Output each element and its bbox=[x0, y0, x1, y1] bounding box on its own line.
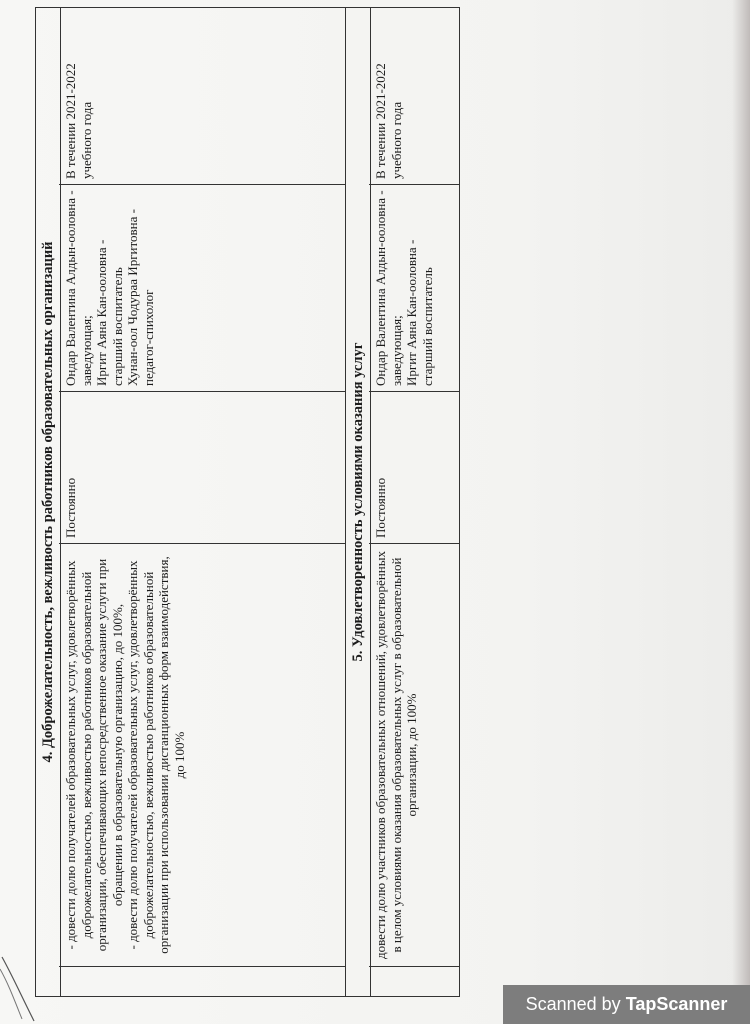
number-cell bbox=[59, 967, 345, 997]
measure-cell: довести долю участников образовательных отношений, удовлетворённых в целом условиями оказания образовательных услуг в образовательной организации, до 100% bbox=[369, 544, 460, 967]
scanner-watermark bbox=[503, 985, 750, 1024]
term-cell: Постоянно bbox=[59, 392, 345, 544]
section-5-row bbox=[369, 7, 460, 997]
responsible-cell: Ондар Валентина Алдын-ооловна - заведующая; Иргит Аяна Кан-ооловна - старший воспитатель Хунан-оол Чодураа Иргитовна - педагог-спихолог bbox=[59, 185, 345, 392]
section-5-title: 5. Удовлетворенность условиями оказания услуг bbox=[345, 7, 371, 997]
number-cell bbox=[369, 967, 460, 997]
measures-table bbox=[35, 7, 460, 997]
watermark-brand: TapScanner bbox=[625, 994, 728, 1014]
term-cell: Постоянно bbox=[369, 392, 460, 544]
deadline-cell: В течении 2021-2022 учебного года bbox=[369, 7, 460, 185]
deadline-cell: В течении 2021-2022 учебного года bbox=[59, 7, 345, 185]
measure-cell: - довести долю получателей образовательных услуг, удовлетворённых доброжелательностью, вежливостью работников образовательной организации, обеспечивающих непосредственное оказание услуги при обращении в образовательную организацию, до 100%, - довести долю получателей образовательных услуг, удовлетворённых доброжелательностью, вежливостью работников образовательной организации при использовании дистанционных форм взаимодействия, до 100% bbox=[59, 544, 345, 967]
responsible-cell: Ондар Валентина Алдын-ооловна - заведующая; Иргит Аяна Кан-ооловна - старший воспитатель bbox=[369, 185, 460, 392]
pen-mark-icon bbox=[0, 955, 60, 1024]
rotated-document bbox=[35, 7, 460, 997]
watermark-prefix: Scanned by bbox=[525, 994, 626, 1014]
page-edge-shadow bbox=[732, 0, 750, 1024]
section-4-title: 4. Доброжелательность, вежливость работников образовательных организаций bbox=[35, 7, 61, 997]
section-4-row bbox=[59, 7, 346, 997]
